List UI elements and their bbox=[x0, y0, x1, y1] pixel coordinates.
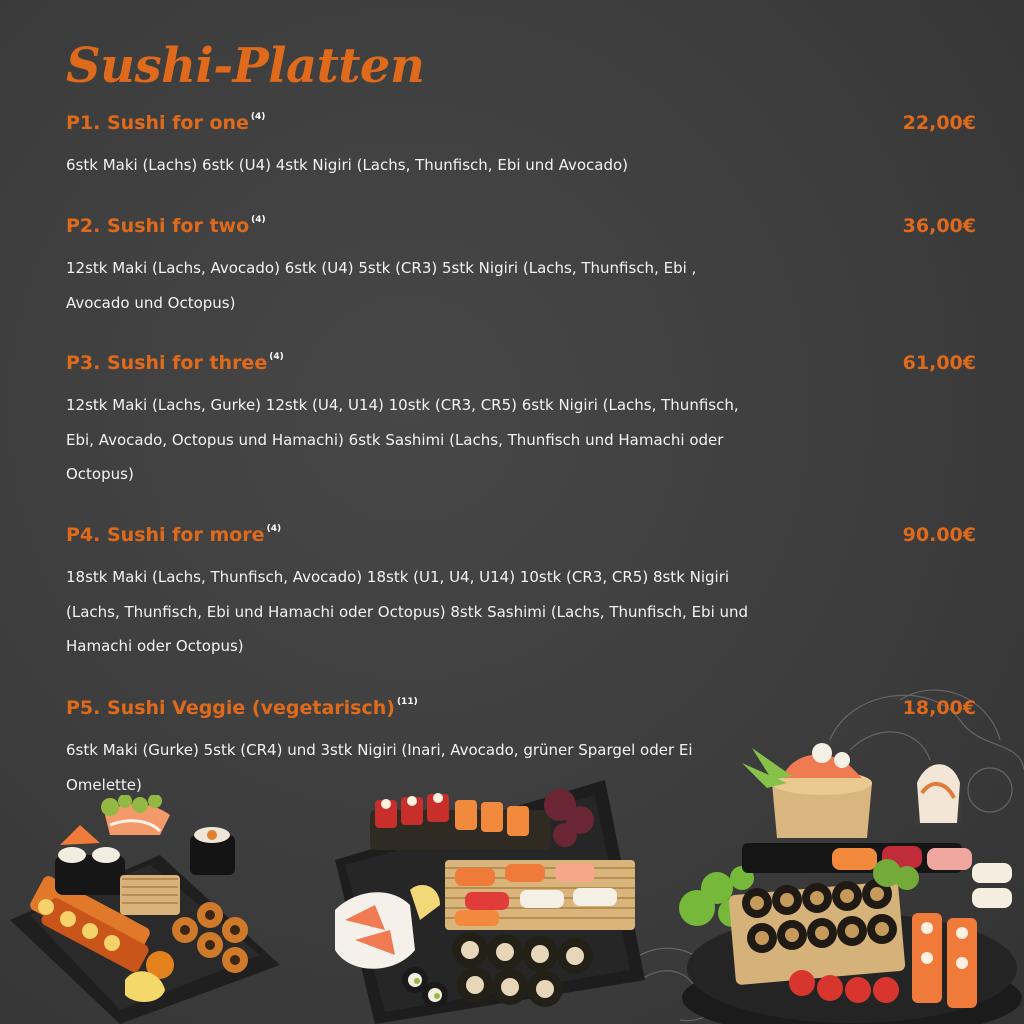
menu-item-p4 bbox=[66, 524, 976, 664]
item-name: P3. Sushi for three $^{(4)}$ bbox=[66, 352, 284, 374]
item-name: P1. Sushi for one $^{(4)}$ bbox=[66, 112, 266, 134]
sushi-platter-photo-3 bbox=[672, 738, 1024, 1024]
page-title: Sushi-Platten bbox=[66, 38, 425, 94]
menu-item-p2 bbox=[66, 215, 976, 320]
allergen-note: (4) bbox=[251, 215, 266, 225]
item-price: 36,00€ bbox=[902, 215, 976, 237]
menu-item-p3 bbox=[66, 352, 976, 492]
item-name: P5. Sushi Veggie (vegetarisch) $^{(11)}$ bbox=[66, 697, 418, 719]
item-description: 12stk Maki (Lachs, Avocado) 6stk (U4) 5stk (CR3) 5stk Nigiri (Lachs, Thunfisch, Ebi , Avocado und Octopus) bbox=[66, 259, 697, 312]
allergen-note: (4) bbox=[269, 352, 284, 362]
item-price: 61,00€ bbox=[902, 352, 976, 374]
item-price: 90.00€ bbox=[902, 524, 976, 546]
item-price: 22,00€ bbox=[902, 112, 976, 134]
item-name: P4. Sushi for more $^{(4)}$ bbox=[66, 524, 282, 546]
allergen-note: (11) bbox=[396, 697, 418, 707]
item-description: 6stk Maki (Lachs) 6stk (U4) 4stk Nigiri (Lachs, Thunfisch, Ebi und Avocado) bbox=[66, 156, 629, 174]
sushi-platter-photo-2 bbox=[315, 780, 645, 1024]
item-price: 18,00€ bbox=[902, 697, 976, 719]
item-description: 6stk Maki (Gurke) 5stk (CR4) und 3stk Nigiri (Inari, Avocado, grüner Spargel oder Ei Omelette) bbox=[66, 741, 693, 794]
item-name: P2. Sushi for two $^{(4)}$ bbox=[66, 215, 266, 237]
allergen-note: (4) bbox=[250, 112, 266, 122]
item-description: 12stk Maki (Lachs, Gurke) 12stk (U4, U14) 10stk (CR3, CR5) 6stk Nigiri (Lachs, Thunfisch, Ebi, Avocado, Octopus und Hamachi) 6stk Sashimi (Lachs, Thunfisch und Hamachi oder Octopus) bbox=[66, 396, 739, 483]
sushi-platter-photo-1 bbox=[10, 795, 280, 1024]
item-description: 18stk Maki (Lachs, Thunfisch, Avocado) 18stk (U1, U4, U14) 10stk (CR3, CR5) 8stk Nigiri (Lachs, Thunfisch, Ebi und Hamachi oder Octopus) 8stk Sashimi (Lachs, Thunfisch, Ebi und Hamachi oder Octopus) bbox=[66, 568, 749, 655]
allergen-note: (4) bbox=[266, 524, 282, 534]
menu-item-p1 bbox=[66, 112, 976, 183]
